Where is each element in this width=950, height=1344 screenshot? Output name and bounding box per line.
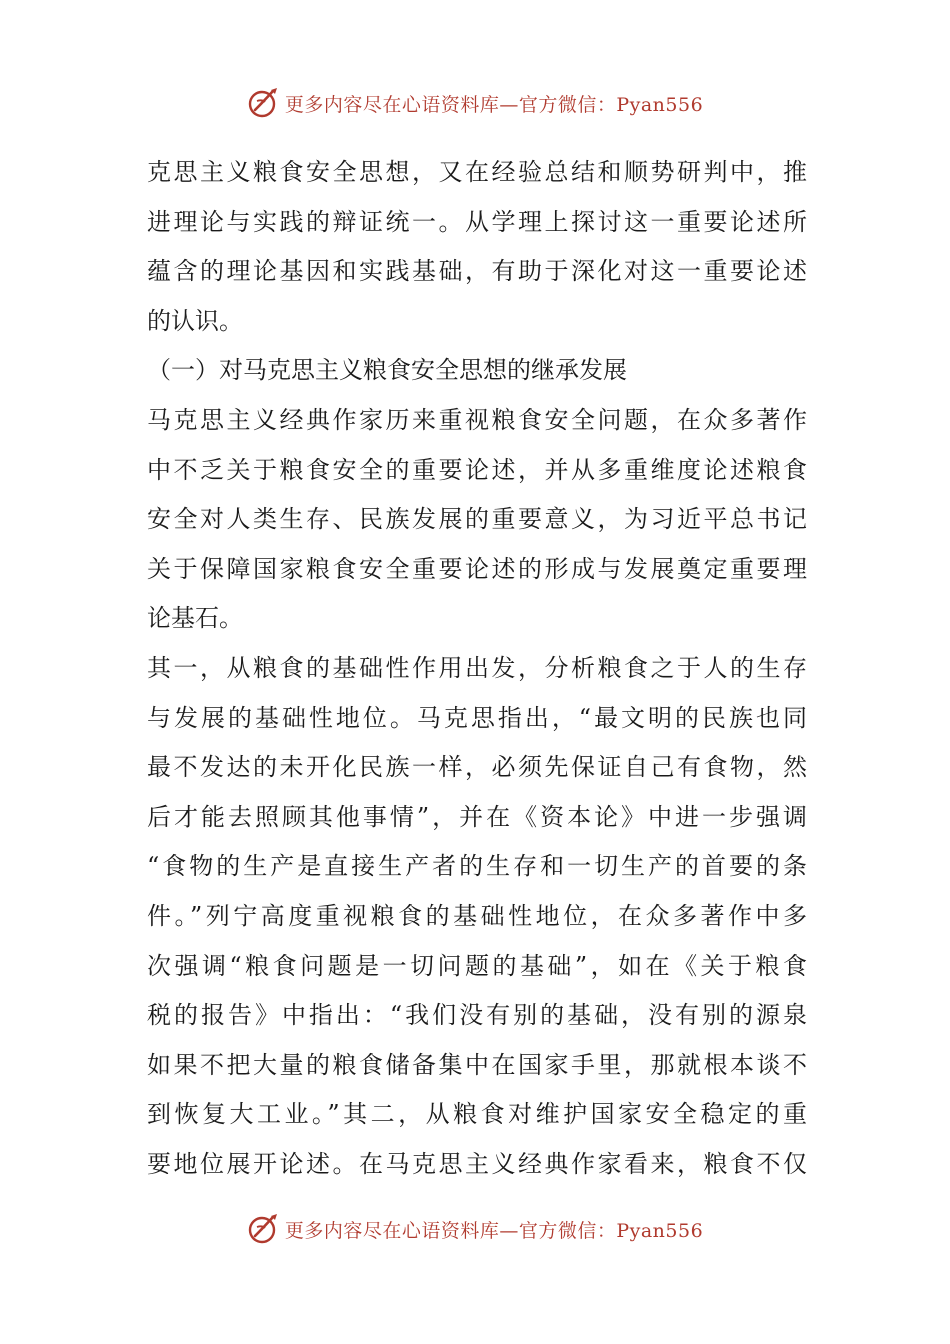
body-line: 次强调“粮食问题是一切问题的基础”，如在《关于粮食 bbox=[147, 951, 807, 980]
body-line: 蕴含的理论基因和实践基础，有助于深化对这一重要论述 bbox=[147, 257, 807, 286]
footer-banner bbox=[0, 1209, 950, 1249]
body-line: 论基石。 bbox=[147, 604, 243, 633]
pen-logo-icon bbox=[247, 86, 281, 120]
body-line: 到恢复大工业。”其二，从粮食对维护国家安全稳定的重 bbox=[147, 1100, 807, 1129]
body-line: 如果不把大量的粮食储备集中在国家手里，那就根本谈不 bbox=[147, 1050, 807, 1079]
header-banner bbox=[0, 83, 950, 123]
body-line: 的认识。 bbox=[147, 306, 243, 335]
body-line: 其一，从粮食的基础性作用出发，分析粮食之于人的生存 bbox=[147, 653, 807, 682]
document-body bbox=[147, 148, 807, 1189]
body-line: 税的报告》中指出：“我们没有别的基础，没有别的源泉 bbox=[147, 1001, 807, 1030]
pen-logo-icon bbox=[247, 1212, 281, 1246]
body-line: 与发展的基础性地位。马克思指出，“最文明的民族也同 bbox=[147, 703, 807, 732]
body-line: 安全对人类生存、民族发展的重要意义，为习近平总书记 bbox=[147, 505, 807, 534]
body-line: 关于保障国家粮食安全重要论述的形成与发展奠定重要理 bbox=[147, 554, 807, 583]
body-line: 件。”列宁高度重视粮食的基础性地位，在众多著作中多 bbox=[147, 901, 807, 930]
header-banner-text: 更多内容尽在心语资料库—官方微信：Pyan556 bbox=[284, 93, 704, 116]
footer-banner-text: 更多内容尽在心语资料库—官方微信：Pyan556 bbox=[284, 1219, 704, 1242]
body-line: 马克思主义经典作家历来重视粮食安全问题，在众多著作 bbox=[147, 405, 807, 434]
body-line: 中不乏关于粮食安全的重要论述，并从多重维度论述粮食 bbox=[147, 455, 807, 484]
body-line: 克思主义粮食安全思想，又在经验总结和顺势研判中，推 bbox=[147, 158, 807, 186]
body-line: 最不发达的未开化民族一样，必须先保证自己有食物，然 bbox=[147, 753, 807, 782]
body-line: 进理论与实践的辩证统一。从学理上探讨这一重要论述所 bbox=[147, 207, 807, 236]
section-heading: （一）对马克思主义粮食安全思想的继承发展 bbox=[147, 356, 627, 385]
body-line: 要地位展开论述。在马克思主义经典作家看来，粮食不仅 bbox=[147, 1149, 807, 1178]
body-line: “食物的生产是直接生产者的生存和一切生产的首要的条 bbox=[147, 852, 807, 881]
body-line: 后才能去照顾其他事情”，并在《资本论》中进一步强调 bbox=[147, 802, 807, 831]
